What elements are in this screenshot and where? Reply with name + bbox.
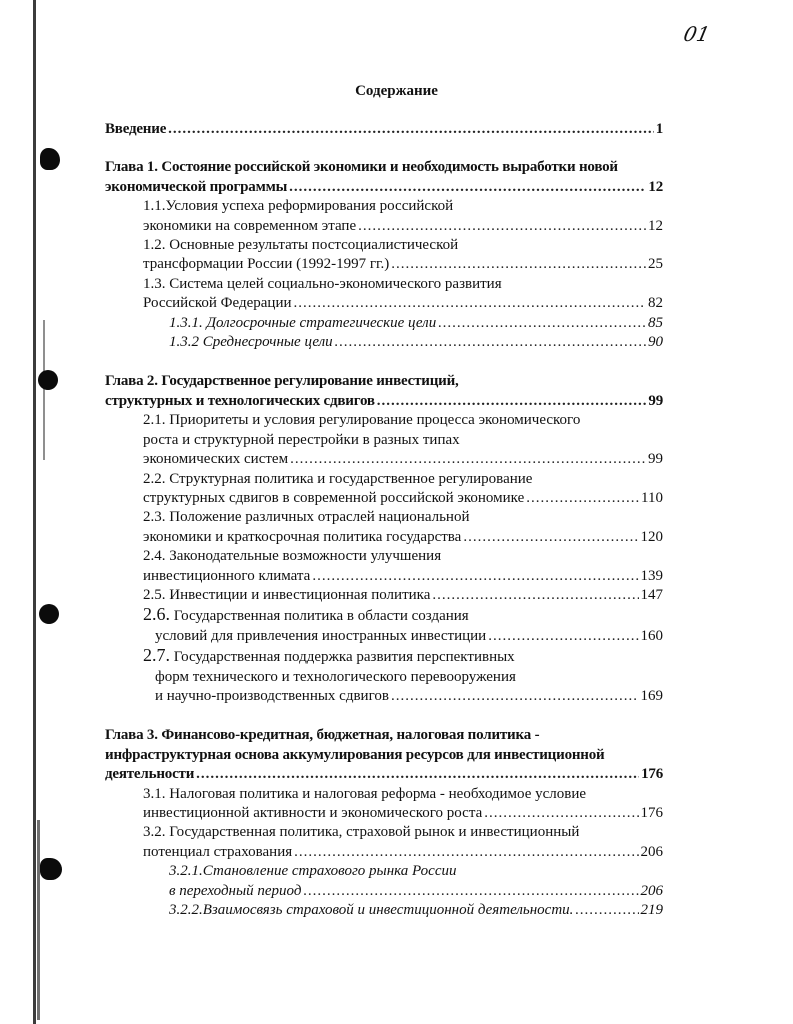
page-number: 110 — [641, 489, 663, 506]
dot-leader — [312, 567, 638, 586]
dot-leader — [391, 687, 639, 706]
toc-section-1-2[interactable] — [105, 236, 663, 275]
section-title-line: роста и структурной перестройки в разных типах — [143, 431, 460, 448]
chapter-title-line: экономической программы — [105, 178, 288, 195]
dot-leader — [303, 882, 638, 901]
chapter-title-line: деятельности — [105, 766, 195, 783]
page-number: 120 — [640, 528, 663, 545]
page-title: Содержание — [355, 83, 438, 99]
page-number: 85 — [648, 314, 663, 331]
page-number: 82 — [648, 295, 663, 312]
dot-leader — [289, 178, 646, 197]
dot-leader — [526, 489, 639, 508]
section-title-line: 3.2. Государственная политика, страховой рынок и инвестиционный — [143, 824, 580, 841]
dot-leader — [438, 314, 646, 333]
section-title-line: Государственная поддержка развития перспективных — [170, 649, 515, 666]
toc-section-3-2[interactable] — [105, 823, 663, 862]
toc-section-2-3[interactable] — [105, 508, 663, 547]
toc-section-1-1[interactable] — [105, 197, 663, 236]
toc-subsection-1-3-2[interactable] — [105, 333, 663, 352]
scan-artifact-line — [43, 320, 45, 460]
dot-leader — [484, 804, 638, 823]
page-number: 169 — [640, 687, 663, 704]
section-number: 2.7. — [143, 645, 170, 666]
punch-hole-mark — [40, 858, 62, 880]
dot-leader — [196, 765, 639, 784]
section-title-line: потенциал страхования — [143, 843, 293, 860]
toc-section-1-3[interactable] — [105, 275, 663, 314]
dot-leader — [488, 627, 638, 646]
dot-leader — [294, 843, 638, 862]
section-title-line: 2.3. Положение различных отраслей национальной — [143, 509, 470, 526]
dot-leader — [168, 120, 654, 139]
toc-chapter-2[interactable] — [105, 372, 663, 411]
scan-artifact-line — [37, 820, 40, 1020]
page-number: 160 — [640, 627, 663, 644]
toc-entry-title: Введение — [105, 121, 167, 137]
punch-hole-mark — [38, 370, 58, 390]
section-title-line: экономики и краткосрочная политика государства — [143, 528, 462, 545]
section-title-line: Государственная политика в области создания — [170, 608, 469, 625]
page-number: 90 — [648, 334, 663, 351]
page-number: 99 — [648, 392, 663, 409]
page-number: 1 — [655, 121, 663, 137]
toc-section-2-1[interactable] — [105, 411, 663, 469]
page-number: 147 — [640, 586, 663, 603]
dot-leader — [358, 217, 646, 236]
subsection-title-line: в переходный период — [169, 882, 302, 899]
page-number: 12 — [648, 217, 663, 234]
page-number: 176 — [640, 805, 663, 821]
section-title-line: 2.4. Законодательные возможности улучшения — [143, 548, 442, 565]
page-number: 139 — [640, 567, 663, 584]
toc-section-2-4[interactable] — [105, 547, 663, 586]
toc-subsection-3-2-2[interactable] — [105, 901, 663, 920]
page-number: 99 — [648, 451, 663, 468]
toc-section-2-5[interactable] — [105, 586, 663, 605]
section-title-line: 2.1. Приоритеты и условия регулирование процесса экономического — [143, 412, 581, 429]
section-title-line: Российской Федерации — [143, 295, 292, 312]
page-number: 219 — [640, 902, 663, 919]
dot-leader — [575, 901, 638, 920]
section-title-line: трансформации России (1992-1997 гг.) — [143, 256, 390, 273]
page-number: 12 — [648, 178, 663, 195]
toc-entry-introduction[interactable] — [105, 120, 663, 139]
handwritten-page-number: 01 — [681, 22, 713, 46]
chapter-title-line: Глава 3. Финансово-кредитная, бюджетная, налоговая политика - — [105, 727, 540, 744]
punch-hole-mark — [39, 604, 59, 624]
toc-subsection-1-3-1[interactable] — [105, 314, 663, 333]
section-title-line: форм технического и технологического перевооружения — [155, 668, 516, 685]
section-title-line: 2.2. Структурная политика и государственное регулирование — [143, 470, 533, 487]
chapter-title-line: Глава 1. Состояние российской экономики и необходимость выработки новой — [105, 159, 618, 176]
section-title-line: 3.1. Налоговая политика и налоговая реформа - необходимое условие — [143, 785, 587, 802]
section-title-line: экономики на современном этапе — [143, 217, 357, 234]
section-title-line: инвестиционной активности и экономического роста — [143, 805, 483, 821]
dot-leader — [432, 586, 638, 605]
toc-section-3-1[interactable] — [105, 785, 663, 824]
subsection-title: 1.3.2 Среднесрочные цели — [169, 334, 333, 351]
toc-section-2-6[interactable] — [105, 605, 663, 646]
section-number: 2.6. — [143, 604, 170, 625]
page-number: 176 — [641, 766, 663, 783]
subsection-title: 3.2.2.Взаимосвязь страховой и инвестиционной деятельности. — [169, 902, 574, 919]
chapter-title-line: структурных и технологических сдвигов — [105, 392, 375, 409]
subsection-title: 1.3.1. Долгосрочные стратегические цели — [169, 314, 437, 331]
page-number: 206 — [640, 843, 663, 860]
section-title-line: и научно-производственных сдвигов — [155, 687, 389, 704]
dot-leader — [294, 294, 646, 313]
page-number: 25 — [648, 256, 663, 273]
page-number: 206 — [640, 882, 663, 899]
dot-leader — [377, 392, 647, 411]
chapter-title-line: Глава 2. Государственное регулирование инвестиций, — [105, 373, 459, 390]
binding-edge-line — [33, 0, 36, 1024]
toc-chapter-3[interactable] — [105, 726, 663, 784]
section-title-line: экономических систем — [143, 451, 289, 468]
section-title-line: 1.2. Основные результаты постсоциалистической — [143, 237, 459, 254]
table-of-contents — [105, 120, 663, 920]
section-title-line: условий для привлечения иностранных инвестиции — [155, 627, 487, 644]
toc-section-2-7[interactable] — [105, 646, 663, 706]
punch-hole-mark — [40, 148, 60, 170]
section-title-line: 1.1.Условия успеха реформирования российской — [143, 198, 454, 215]
subsection-title-line: 3.2.1.Становление страхового рынка России — [169, 863, 457, 880]
toc-chapter-1[interactable] — [105, 158, 663, 197]
toc-section-2-2[interactable] — [105, 470, 663, 509]
section-title-line: 1.3. Система целей социально-экономического развития — [143, 275, 502, 292]
dot-leader — [463, 528, 638, 547]
section-title-line: инвестиционного климата — [143, 567, 311, 584]
dot-leader — [290, 450, 646, 469]
dot-leader — [391, 255, 646, 274]
section-title-line: структурных сдвигов в современной российской экономике — [143, 489, 525, 506]
dot-leader — [335, 333, 646, 352]
chapter-title-line: инфраструктурная основа аккумулирования ресурсов для инвестиционной — [105, 746, 605, 763]
toc-subsection-3-2-1[interactable] — [105, 862, 663, 901]
section-title-line: 2.5. Инвестиции и инвестиционная политика — [143, 586, 431, 603]
